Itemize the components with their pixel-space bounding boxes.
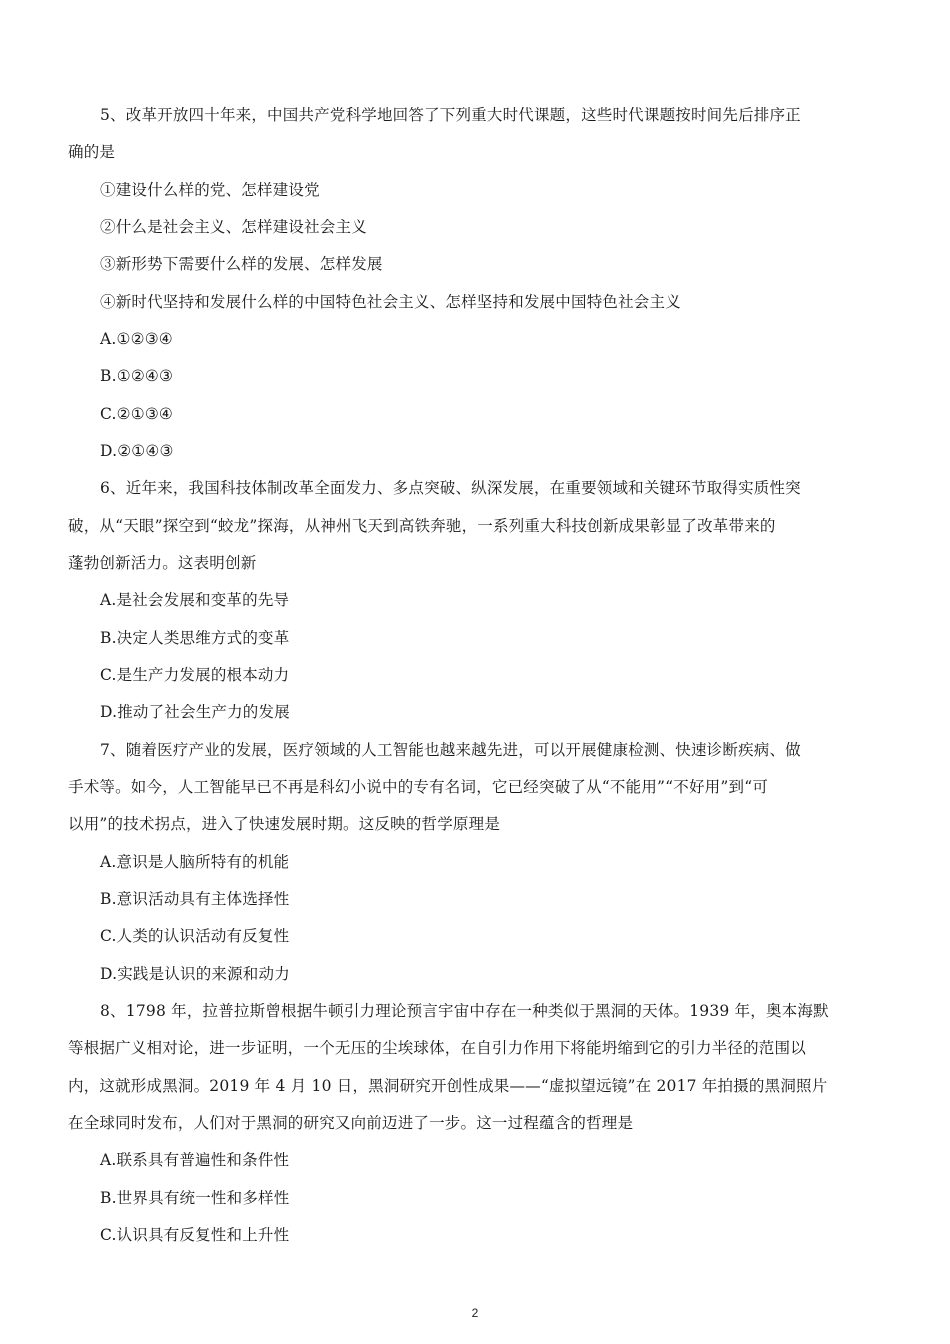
question-6-stem-line-1: 6、近年来，我国科技体制改革全面发力、多点突破、纵深发展，在重要领域和关键环节取得实质性突	[100, 479, 801, 497]
question-7-option-b: B.意识活动具有主体选择性	[100, 890, 290, 908]
question-8-option-a: A.联系具有普遍性和条件性	[100, 1151, 290, 1169]
question-6-option-d: D.推动了社会生产力的发展	[100, 703, 290, 721]
question-5-item-4: ④新时代坚持和发展什么样的中国特色社会主义、怎样坚持和发展中国特色社会主义	[100, 293, 681, 311]
question-8-stem-line-3: 内，这就形成黑洞。2019 年 4 月 10 日，黑洞研究开创性成果——“虚拟望远镜”在 2017 年拍摄的黑洞照片	[68, 1077, 828, 1095]
question-5-stem-line-2: 确的是	[68, 143, 116, 161]
question-7-stem-line-3: 以用”的技术拐点，进入了快速发展时期。这反映的哲学原理是	[68, 815, 501, 833]
question-7-stem-line-1: 7、随着医疗产业的发展，医疗领域的人工智能也越来越先进，可以开展健康检测、快速诊断疾病、做	[100, 741, 801, 759]
question-5-option-b: B.①②④③	[100, 367, 174, 385]
question-5-option-c: C.②①③④	[100, 405, 174, 423]
question-8-stem-line-1: 8、1798 年，拉普拉斯曾根据牛顿引力理论预言宇宙中存在一种类似于黑洞的天体。1939 年，奥本海默	[100, 1002, 829, 1020]
question-6-option-b: B.决定人类思维方式的变革	[100, 629, 290, 647]
question-6-option-a: A.是社会发展和变革的先导	[100, 591, 290, 609]
question-6-stem-line-3: 蓬勃创新活力。这表明创新	[68, 554, 257, 572]
question-7-option-d: D.实践是认识的来源和动力	[100, 965, 290, 983]
question-8-option-b: B.世界具有统一性和多样性	[100, 1189, 290, 1207]
question-6-option-c: C.是生产力发展的根本动力	[100, 666, 290, 684]
page-number: 2	[471, 1306, 479, 1320]
question-6-stem-line-2: 破，从“天眼”探空到“蛟龙”探海，从神州飞天到高铁奔驰，一系列重大科技创新成果彰显了改革带来的	[68, 517, 776, 535]
question-7-option-c: C.人类的认识活动有反复性	[100, 927, 290, 945]
question-5-option-a: A.①②③④	[100, 330, 173, 348]
question-7-stem-line-2: 手术等。如今，人工智能早已不再是科幻小说中的专有名词，它已经突破了从“不能用”“不好用”到“可	[68, 778, 769, 796]
question-7-option-a: A.意识是人脑所特有的机能	[100, 853, 290, 871]
question-5-item-2: ②什么是社会主义、怎样建设社会主义	[100, 218, 367, 236]
question-5-stem-line-1: 5、改革开放四十年来，中国共产党科学地回答了下列重大时代课题，这些时代课题按时间先后排序正	[100, 106, 801, 124]
question-8-stem-line-2: 等根据广义相对论，进一步证明，一个无压的尘埃球体，在自引力作用下将能坍缩到它的引力半径的范围以	[68, 1039, 806, 1057]
question-5-item-3: ③新形势下需要什么样的发展、怎样发展	[100, 255, 383, 273]
question-5-item-1: ①建设什么样的党、怎样建设党	[100, 181, 320, 199]
question-8-option-c: C.认识具有反复性和上升性	[100, 1226, 290, 1244]
question-8-stem-line-4: 在全球同时发布，人们对于黑洞的研究又向前迈进了一步。这一过程蕴含的哲理是	[68, 1114, 634, 1132]
question-5-option-d: D.②①④③	[100, 442, 174, 460]
